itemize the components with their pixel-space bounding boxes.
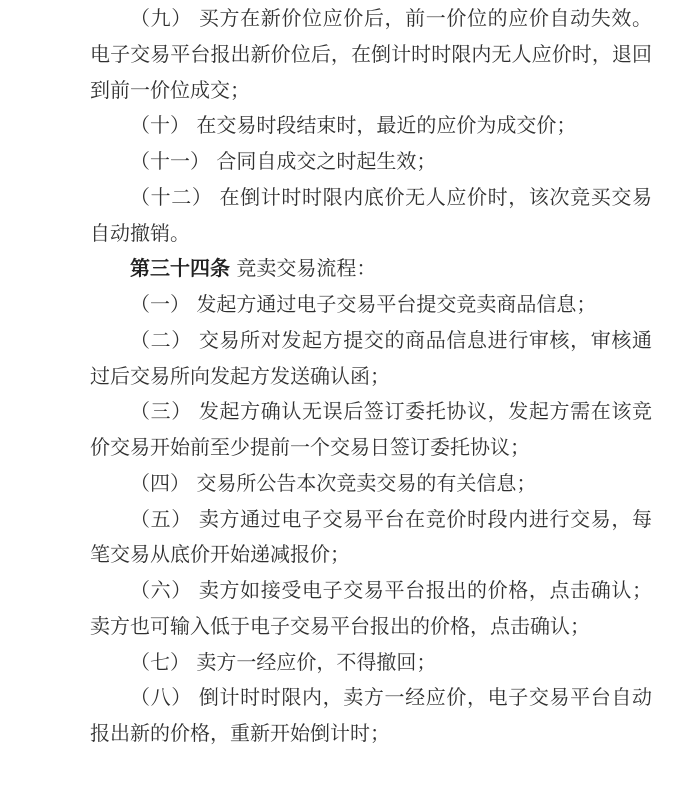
clause-item-6 — [90, 573, 652, 645]
clause-item-1 — [90, 287, 652, 323]
paragraph-text: （一） 发起方通过电子交易平台提交竞卖商品信息； — [130, 292, 597, 316]
paragraph-text: （十一） 合同自成交之时起生效； — [130, 149, 437, 173]
clause-item-8 — [90, 680, 652, 752]
paragraph-text: （三） 发起方确认无误后签订委托协议，发起方需在该竞价交易开始前至少提前一个交易日签订委托协议； — [90, 399, 652, 459]
document-body — [90, 1, 652, 752]
paragraph-text: （六） 卖方如接受电子交易平台报出的价格，点击确认；卖方也可输入低于电子交易平台报出的价格，点击确认； — [90, 578, 652, 638]
clause-item-4 — [90, 466, 652, 502]
paragraph-text: （二） 交易所对发起方提交的商品信息进行审核，审核通过后交易所向发起方发送确认函； — [90, 327, 652, 388]
paragraph-text: （十） 在交易时段结束时，最近的应价为成交价； — [130, 113, 577, 138]
clause-item-11 — [90, 144, 652, 180]
paragraph-text: （五） 卖方通过电子交易平台在竞价时段内进行交易，每笔交易从底价开始递减报价； — [90, 506, 652, 567]
paragraph-text: （四） 交易所公告本次竞卖交易的有关信息； — [130, 470, 537, 495]
clause-item-5 — [90, 502, 652, 574]
article-number: 第三十四条 — [130, 256, 230, 281]
article-34-heading — [90, 251, 652, 287]
paragraph-text: （九） 买方在新价位应价后，前一价位的应价自动失效。电子交易平台报出新价位后，在倒计时时限内无人应价时，退回到前一价位成交； — [90, 6, 652, 102]
paragraph-text: （八） 倒计时时限内，卖方一经应价，电子交易平台自动报出新的价格，重新开始倒计时； — [90, 685, 652, 745]
clause-item-10 — [90, 108, 652, 144]
clause-item-7 — [90, 645, 652, 681]
clause-item-12 — [90, 180, 652, 252]
paragraph-text: （七） 卖方一经应价，不得撤回； — [130, 649, 437, 674]
clause-item-9 — [90, 1, 652, 108]
paragraph-text: （十二） 在倒计时时限内底价无人应价时，该次竞买交易自动撤销。 — [90, 184, 652, 245]
clause-item-2 — [90, 323, 652, 395]
clause-item-3 — [90, 394, 652, 466]
paragraph-text: 竞卖交易流程： — [230, 256, 377, 281]
